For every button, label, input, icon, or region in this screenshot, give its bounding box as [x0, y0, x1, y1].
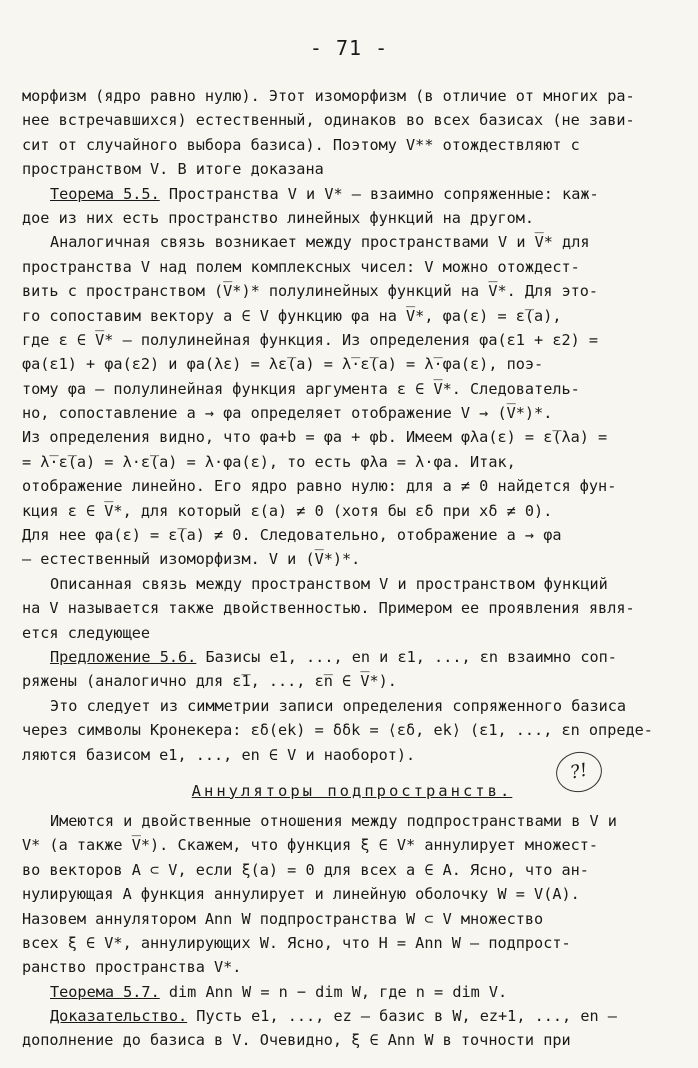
- text-line: через символы Кронекера: εδ(ek) = δδk = ⟨εδ, ek⟩ (ε1, ..., εn опреде-: [22, 721, 653, 740]
- text-line: тому φa – полулинейная функция аргумента ε ∈ V̅*. Следователь-: [22, 379, 580, 398]
- text-line: Теорема 5.5. Пространства V и V* – взаимно сопряженные: каж-: [50, 184, 599, 203]
- text-line: ряжены (аналогично для ε̅1, ..., ε̅n ∈ V̅*).: [22, 672, 397, 691]
- text-line: во векторов A ⊂ V, если ξ(a) = 0 для всех a ∈ A. Ясно, что ан-: [22, 860, 589, 879]
- text-line: Предложение 5.6. Базисы e1, ..., en и ε1, ..., εn взаимно соп-: [50, 647, 617, 666]
- text-block-duality: [22, 84, 682, 767]
- text-line: на V называется также двойственностью. Примером ее проявления явля-: [22, 599, 635, 618]
- text-line: = λ̅·ε̅(a) = λ·ε̅(a) = λ·φa(ε), то есть φλa = λ·φa. Итак,: [22, 452, 516, 471]
- text-line: нулирующая A функция аннулирует и линейную оболочку W = V(A).: [22, 885, 580, 904]
- text-line: где ε ∈ V̅* – полулинейная функция. Из определения φa(ε1 + ε2) =: [22, 330, 599, 349]
- text-line: сит от случайного выбора базиса). Поэтому V** отождествляют с: [22, 135, 580, 154]
- text-line: нее встречавшихся) естественный, одинаков во всех базисах (не зави-: [22, 111, 635, 130]
- page-body: [22, 84, 682, 1053]
- text-line: кция ε ∈ V̅*, для который ε(a) ≠ 0 (хотя бы εδ при xδ ≠ 0).: [22, 501, 553, 520]
- text-line: ляются базисом e1, ..., en ∈ V и наоборот).: [22, 745, 416, 764]
- text-line: отображение линейно. Его ядро равно нулю: для a ≠ 0 найдется фун-: [22, 477, 617, 496]
- text-line: но, сопоставление a → φa определяет отображение V → (V̅*)*.: [22, 404, 553, 423]
- label-underlined: Доказательство.: [50, 1007, 188, 1026]
- text-line: ранство пространства V*.: [22, 958, 242, 977]
- label-underlined: Теорема 5.7.: [50, 982, 160, 1001]
- text-line: дополнение до базиса в V. Очевидно, ξ ∈ Ann W в точности при: [22, 1031, 571, 1050]
- text-line: морфизм (ядро равно нулю). Этот изоморфизм (в отличие от многих ра-: [22, 87, 635, 105]
- text-line: Назовем аннулятором Ann W подпространства W ⊂ V множество: [22, 909, 544, 928]
- page-number: - 71 -: [309, 36, 389, 60]
- text-line: Из определения видно, что φa+b = φa + φb. Имеем φλa(ε) = ε̅(λa) =: [22, 428, 608, 447]
- text-line: Имеются и двойственные отношения между подпространствами в V и: [50, 811, 617, 830]
- text-line: Для нее φa(ε) = ε̅(a) ≠ 0. Следовательно, отображение a → φa: [22, 526, 562, 545]
- label-underlined: Предложение 5.6.: [50, 647, 197, 666]
- text-line: Теорема 5.7. dim Ann W = n − dim W, где n = dim V.: [50, 982, 508, 1001]
- text-line: Доказательство. Пусть e1, ..., ez – базис в W, ez+1, ..., en –: [50, 1007, 617, 1026]
- text-line: Описанная связь между пространством V и пространством функций: [50, 574, 608, 593]
- text-line: V* (а также V̅*). Скажем, что функция ξ ∈ V* аннулирует множест-: [22, 836, 599, 855]
- text-line: дое из них есть пространство линейных функций на другом.: [22, 208, 535, 227]
- section-heading: Аннуляторы подпространств.: [191, 781, 513, 800]
- text-line: φa(ε1) + φa(ε2) и φa(λε) = λε̅(a) = λ̅·ε̅(a) = λ̅·φa(ε), поэ-: [22, 355, 544, 374]
- text-line: вить с пространством (V̅*)* полулинейных функций на V̅*. Для это-: [22, 282, 599, 301]
- text-block-annihilators: [22, 809, 682, 1053]
- text-line: всех ξ ∈ V*, аннулирующих W. Ясно, что H = Ann W – подпрост-: [22, 933, 571, 952]
- text-line: го сопоставим вектору a ∈ V функцию φa на V̅*, φa(ε) = ε̅(a),: [22, 306, 562, 325]
- text-line: Это следует из симметрии записи определения сопряженного базиса: [50, 696, 627, 715]
- text-line: пространством V. В итоге доказана: [22, 160, 324, 179]
- text-line: – естественный изоморфизм. V и (V̅*)*.: [22, 550, 361, 569]
- text-line: ется следующее: [22, 623, 151, 642]
- label-underlined: Теорема 5.5.: [50, 184, 160, 203]
- text-line: пространства V над полем комплексных чисел: V можно отождест-: [22, 257, 580, 276]
- margin-note-stamp: ?!: [552, 748, 605, 797]
- text-line: Аналогичная связь возникает между пространствами V и V̅* для: [50, 233, 590, 252]
